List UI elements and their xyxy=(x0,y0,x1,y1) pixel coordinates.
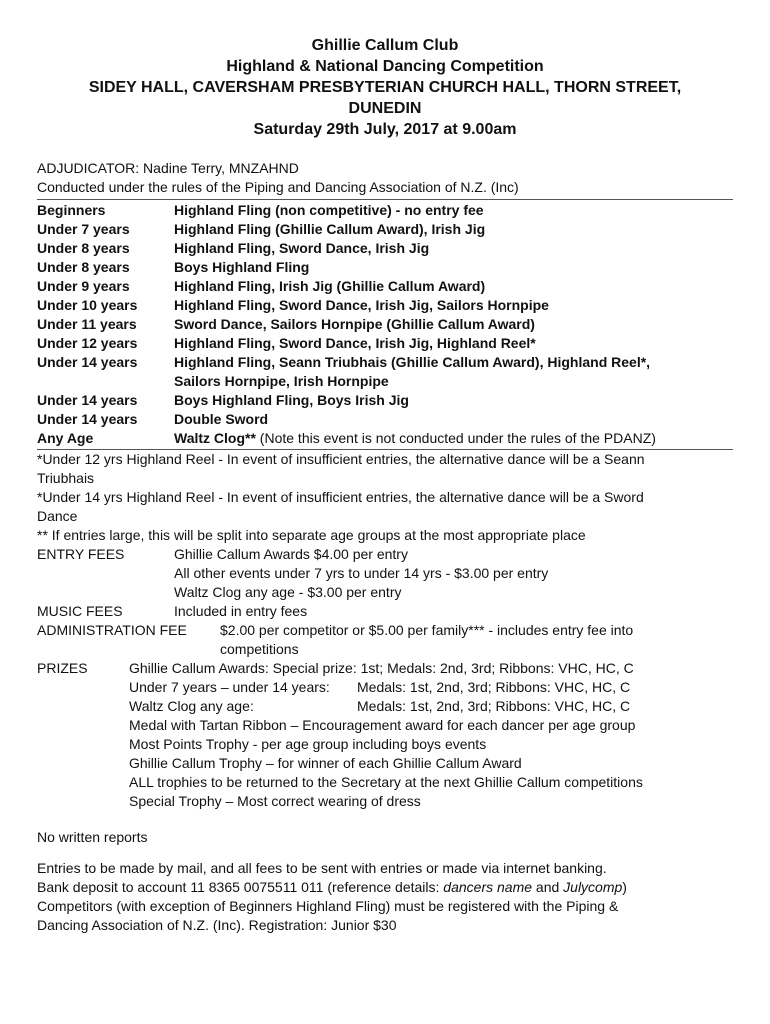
spacer xyxy=(37,811,733,828)
meta-block xyxy=(37,159,733,197)
music-fees-label: MUSIC FEES xyxy=(37,603,123,619)
prizes-row xyxy=(37,659,733,811)
event-age: Under 14 years xyxy=(37,392,138,408)
bank-line xyxy=(37,878,733,897)
event-dances: Highland Fling, Sword Dance, Irish Jig, Highland Reel* xyxy=(174,335,536,351)
no-reports: No written reports xyxy=(37,829,148,845)
divider-top xyxy=(37,199,733,200)
venue: SIDEY HALL, CAVERSHAM PRESBYTERIAN CHURCH HALL, THORN STREET, xyxy=(88,79,682,96)
rules-line: Conducted under the rules of the Piping and Dancing Association of N.Z. (Inc) xyxy=(37,179,519,195)
event-row xyxy=(37,410,733,429)
prize-line: Special Trophy – Most correct wearing of dress xyxy=(129,793,421,809)
event-note: (Note this event is not conducted under the rules of the PDANZ) xyxy=(255,430,656,446)
event-dance-name: Waltz Clog** xyxy=(174,430,256,446)
entry-fee-line: Ghillie Callum Awards $4.00 per entry xyxy=(174,546,408,562)
events-list xyxy=(37,201,733,448)
entry-fee-line: All other events under 7 yrs to under 14 yrs - $3.00 per entry xyxy=(174,565,549,581)
event-dances: Highland Fling (non competitive) - no entry fee xyxy=(174,202,484,218)
music-fees-value: Included in entry fees xyxy=(174,603,308,619)
prizes-values xyxy=(129,659,643,811)
event-age: Under 11 years xyxy=(37,316,137,332)
admin-fee-line: $2.00 per competitor or $5.00 per family*** - includes entry fee into xyxy=(220,622,634,638)
event-row xyxy=(37,277,733,296)
prize-line: Medal with Tartan Ribbon – Encouragement award for each dancer per age group xyxy=(129,717,636,733)
bank-and: and xyxy=(532,879,564,895)
event-dances-line: Highland Fling, Seann Triubhais (Ghillie Callum Award), Highland Reel*, xyxy=(174,354,651,370)
prizes-label: PRIZES xyxy=(37,660,88,676)
document-header xyxy=(37,0,733,140)
event-row xyxy=(37,315,733,334)
event-row xyxy=(37,391,733,410)
club-name: Ghillie Callum Club xyxy=(311,37,459,54)
admin-fee-values xyxy=(220,621,633,659)
event-dances xyxy=(174,353,733,391)
event-dances: Highland Fling, Irish Jig (Ghillie Callum Award) xyxy=(174,278,486,294)
event-age: Under 10 years xyxy=(37,297,138,313)
prize-awards: Medals: 1st, 2nd, 3rd; Ribbons: VHC, HC, C xyxy=(357,698,631,714)
bank-ref-code: Julycomp xyxy=(563,879,623,895)
entries-block xyxy=(37,859,733,935)
prize-line xyxy=(129,697,643,716)
event-row xyxy=(37,334,733,353)
note-split: ** If entries large, this will be split into separate age groups at the most appropriate place xyxy=(37,527,586,543)
spacer xyxy=(37,847,733,859)
event-age: Under 8 years xyxy=(37,259,130,275)
event-dances xyxy=(174,429,733,448)
event-dances: Highland Fling, Sword Dance, Irish Jig xyxy=(174,240,430,256)
event-date: Saturday 29th July, 2017 at 9.00am xyxy=(253,121,517,138)
event-age: Under 9 years xyxy=(37,278,130,294)
adjudicator: ADJUDICATOR: Nadine Terry, MNZAHND xyxy=(37,160,299,176)
register-line: Competitors (with exception of Beginners Highland Fling) must be registered with the Piping & xyxy=(37,898,619,914)
entry-fees-row xyxy=(37,545,733,602)
event-age: Under 14 years xyxy=(37,354,138,370)
note-reel-14: *Under 14 yrs Highland Reel - In event of insufficient entries, the alternative dance will be a Sword xyxy=(37,489,644,505)
event-dances-line: Sailors Hornpipe, Irish Hornpipe xyxy=(174,373,389,389)
admin-fee-line: competitions xyxy=(220,641,299,657)
prize-line xyxy=(129,678,643,697)
notes-block xyxy=(37,450,733,545)
event-row xyxy=(37,239,733,258)
event-row xyxy=(37,296,733,315)
entry-fees-values xyxy=(174,545,548,602)
bank-ref-name: dancers name xyxy=(443,879,533,895)
event-row xyxy=(37,429,733,448)
event-dances: Boys Highland Fling, Boys Irish Jig xyxy=(174,392,409,408)
event-dances: Highland Fling, Sword Dance, Irish Jig, Sailors Hornpipe xyxy=(174,297,549,313)
prize-category: Under 7 years – under 14 years: xyxy=(129,679,330,695)
city: DUNEDIN xyxy=(348,100,422,117)
fees-block xyxy=(37,545,733,811)
bank-close: ) xyxy=(622,879,627,895)
event-age: Any Age xyxy=(37,430,94,446)
prize-line: Ghillie Callum Trophy – for winner of each Ghillie Callum Award xyxy=(129,755,522,771)
competition-title: Highland & National Dancing Competition xyxy=(226,58,544,75)
event-dances: Boys Highland Fling xyxy=(174,259,310,275)
event-dances: Double Sword xyxy=(174,411,269,427)
event-age: Under 12 years xyxy=(37,335,138,351)
admin-fee-row xyxy=(37,621,733,659)
prize-line: Ghillie Callum Awards: Special prize: 1st; Medals: 2nd, 3rd; Ribbons: VHC, HC, C xyxy=(129,660,634,676)
note-reel-12-cont: Triubhais xyxy=(37,470,95,486)
event-row xyxy=(37,353,733,391)
admin-fee-label: ADMINISTRATION FEE xyxy=(37,622,187,638)
document-page xyxy=(37,0,733,935)
entry-fees-label: ENTRY FEES xyxy=(37,546,125,562)
music-fees-row xyxy=(37,602,733,621)
event-row xyxy=(37,201,733,220)
prize-line: Most Points Trophy - per age group including boys events xyxy=(129,736,487,752)
prize-category: Waltz Clog any age: xyxy=(129,698,254,714)
note-reel-12: *Under 12 yrs Highland Reel - In event of insufficient entries, the alternative dance will be a Seann xyxy=(37,451,645,467)
prize-line: ALL trophies to be returned to the Secretary at the next Ghillie Callum competitions xyxy=(129,774,643,790)
bank-text: Bank deposit to account 11 8365 0075511 011 (reference details: xyxy=(37,879,444,895)
event-age: Beginners xyxy=(37,202,106,218)
prize-awards: Medals: 1st, 2nd, 3rd; Ribbons: VHC, HC, C xyxy=(357,679,631,695)
entry-fee-line: Waltz Clog any age - $3.00 per entry xyxy=(174,584,402,600)
event-age: Under 7 years xyxy=(37,221,130,237)
event-dances: Sword Dance, Sailors Hornpipe (Ghillie Callum Award) xyxy=(174,316,535,332)
entries-line: Entries to be made by mail, and all fees to be sent with entries or made via internet banking. xyxy=(37,860,607,876)
event-dances: Highland Fling (Ghillie Callum Award), Irish Jig xyxy=(174,221,486,237)
event-age: Under 14 years xyxy=(37,411,138,427)
note-reel-14-cont: Dance xyxy=(37,508,78,524)
register-line: Dancing Association of N.Z. (Inc). Registration: Junior $30 xyxy=(37,917,397,933)
event-row xyxy=(37,258,733,277)
event-age: Under 8 years xyxy=(37,240,130,256)
event-row xyxy=(37,220,733,239)
